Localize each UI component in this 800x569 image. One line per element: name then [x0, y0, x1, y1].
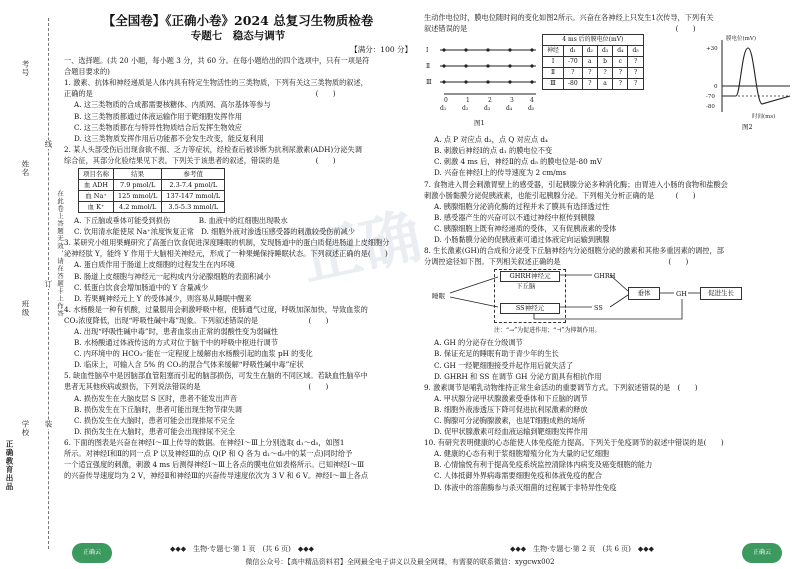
gh-regulation-diagram	[424, 267, 794, 337]
table-header-cell: d₄	[613, 46, 628, 57]
text-line: C. GH 一经靶细胞接受并起作用后就失活了	[434, 360, 574, 370]
svg-text:d₃: d₃	[484, 105, 491, 113]
text-line: D. 损伤发生在大脑时，患者可能会出现排尿不完全	[74, 426, 236, 436]
text-line: A. 蛋白质作用于肠道上皮细胞的过程发生在内环境	[74, 260, 235, 270]
text-line: D. 临床上，可输入含 5% 的 CO₂的混合气体来缓解“呼吸性碱中毒”症状	[74, 360, 304, 370]
banji-label: 班级	[21, 300, 30, 317]
text-line: A. 点 P 对应点 d₂，点 Q 对应点 d₄	[434, 135, 548, 145]
text-line: 8. 生长激素(GH)的合成和分泌受下丘脑神经内分泌细胞分泌的激素和其他多重因素的调控，部	[424, 246, 724, 256]
svg-text:Ⅲ: Ⅲ	[426, 79, 432, 87]
text-line: 5. 缺血性脑卒中是因脑部血管阻塞而引起的脑部损伤，可发生在脑的不同区域。若缺血性脑卒中	[64, 371, 368, 381]
text-line: 叙述错误的是 ( )	[424, 24, 696, 34]
text-line: C. 刺激 4 ms 后，神经Ⅱ的点 d₅ 的膜电位是-80 mV	[434, 157, 602, 167]
table-row	[543, 68, 644, 79]
fig2-y-axis: 膜电位(mV)	[726, 36, 756, 43]
table-cell: ?	[597, 68, 612, 79]
text-line: B. 心情愉悦有利于提高免疫系统监控清除体内病变及癌变细胞的能力	[434, 460, 653, 470]
table-row	[79, 202, 225, 213]
text-line: 正确的是 ( )	[64, 89, 336, 99]
text-line: C. 胸腺可分泌胸腺激素，也是T细胞成熟的场所	[434, 415, 586, 425]
ghrh-label: GHRH	[594, 272, 616, 281]
text-line: 1. 激素、抗体和神经递质是人体内具有特定生物活性的三类物质，下列有关这三类物质的叙述，	[64, 78, 368, 88]
text-line: 7. 食物进入胃会刺激胃壁上的感受器，引起胰腺分泌多种消化酶；由胃进入小肠的食物和盐酸会	[424, 179, 728, 189]
text-line: A. GH 的分泌存在分级调节	[434, 338, 523, 348]
table-cell: 3.5-5.3 mmol/L	[162, 202, 225, 213]
fig-table-title: 4 ms 后的膜电位(mV)	[543, 35, 644, 46]
svg-text:Ⅰ: Ⅰ	[426, 47, 429, 55]
svg-text:Ⅱ: Ⅱ	[426, 63, 431, 71]
text-line: A. 出现“呼吸性碱中毒”时，患者血浆由正常的弱酸性变为弱碱性	[74, 326, 278, 336]
footer-contact-bar: 微信公众号：【高中精品资料君】全网最全电子讲义以及最全网课，有需要的联系微信：xygcwx002	[245, 558, 555, 566]
growth-box: 促进生长	[700, 287, 742, 300]
table-cell: a	[582, 57, 597, 68]
svg-text:2: 2	[488, 97, 492, 105]
sleep-label: 睡眠	[432, 292, 445, 301]
table-header-cell: d₅	[628, 46, 643, 57]
left-question-block-2	[64, 215, 412, 481]
text-line: D. 这三类物质发挥作用后功能都不会发生改变，能反复利用	[74, 133, 264, 143]
fig2-x-axis: 时间(ms)	[752, 114, 776, 121]
binding-margin	[0, 0, 68, 569]
gh-label: GH	[676, 290, 687, 299]
text-line: 刺激小肠黏膜分泌促胰液素，也能引起胰腺分泌。下列相关分析正确的是 ( )	[424, 190, 696, 200]
table-cell: 125 mmol/L	[114, 191, 162, 202]
table-row	[79, 191, 225, 202]
watermark: 正确	[295, 201, 428, 295]
svg-text:d₄: d₄	[506, 105, 513, 113]
ding-mark: 订	[44, 280, 53, 289]
table-header-cell: 参考值	[162, 169, 225, 180]
text-line: C. 损伤发生在大脑时，患者可能会出现排尿不完全	[74, 415, 235, 425]
text-line: A. 这三类物质的合成都需要核糖体、内质网、高尔基体等参与	[74, 100, 271, 110]
text-line: 合题目要求的)	[64, 67, 110, 77]
table-cell: Ⅱ	[543, 68, 564, 79]
text-line: D. 体液中的溶菌酶参与杀灭细菌的过程属于非特异性免疫	[434, 482, 617, 492]
membrane-potential-table	[542, 34, 644, 90]
text-line: A. 胰腺细胞分泌消化酶的过程并未了膜具有选择透过性	[434, 201, 610, 211]
ss-label: SS	[594, 304, 603, 313]
tick-0: 0	[714, 84, 718, 91]
text-line: A. 健康的心态有利于浆细胞增殖分化为大量的记忆细胞	[434, 449, 610, 459]
text-line: 一个适宜强度的刺激，刺激 4 ms 后测得神经Ⅰ～Ⅲ上各点的膜电位如表格所示。已知神经Ⅰ～Ⅲ	[64, 460, 365, 470]
text-line: 泌神经肽 Y，能终 Y 作用于大脑相关神经元，形成了一种果蝇保持睡眠状态。下列叙述正确的是( )	[64, 249, 388, 259]
text-line: B. 细胞外液渗透压下降可促进抗利尿激素的释放	[434, 404, 588, 414]
figure-area	[424, 34, 794, 134]
right-question-block-3	[424, 337, 794, 492]
left-logo: 正确云	[72, 543, 112, 563]
text-line: B. 这三类物质都通过体液运输作用于靶细胞发挥作用	[74, 111, 242, 121]
text-line: 4. 水杨酸是一种有机酸，过量服用会刺激呼吸中枢，使肺通气过度，呼吸加深加快，导致血浆的	[64, 304, 368, 314]
zhuang-mark: 装	[44, 420, 53, 429]
text-line: A. 甲状腺分泌甲状腺激素受垂体和下丘脑的调节	[434, 393, 588, 403]
diagram-legend: 注：“→”为促进作用；“⊣”为抑制作用。	[494, 327, 601, 335]
table-header-cell: d₃	[597, 46, 612, 57]
text-line: B. 保证充足的睡眠有助于青少年的生长	[434, 349, 559, 359]
right-column	[424, 12, 794, 493]
table-cell: 4.2 mmol/L	[114, 202, 162, 213]
table-row	[543, 79, 644, 90]
publisher-label: 正确教育出品	[5, 440, 14, 491]
table-cell: 137-147 mmol/L	[162, 191, 225, 202]
kaohao-label: 考号	[21, 60, 30, 77]
table-cell: 2.3-7.4 pmol/L	[162, 180, 225, 191]
diagram-arrows	[424, 267, 754, 327]
text-line: 9. 激素调节是哺乳动物维持正常生命活动的重要调节方式。下列叙述错误的是 ( )	[424, 382, 698, 392]
table-cell: -70	[564, 57, 583, 68]
text-line: C. 内环境中的 HCO₃⁻能在一定程度上缓解由水杨酸引起的血浆 pH 的变化	[74, 349, 313, 359]
svg-text:1: 1	[466, 97, 470, 105]
left-column	[64, 12, 412, 481]
table-cell: 血 K⁺	[79, 202, 114, 213]
text-line: 生动作电位时，膜电位随时间的变化如图2所示。兴奋在各神经上只发生1次传导，下列有关	[424, 13, 714, 22]
text-line: 3. 某研究小组用果蝇研究了高蛋白饮食促进深度睡眠的机制，发现肠道中的蛋白质促进肠道上皮细胞分	[64, 238, 390, 248]
left-question-block-1	[64, 55, 412, 166]
text-line: 的兴奋传导速度均为 2 V，神经Ⅱ和神经Ⅲ的兴奋传导速度依次为 3 V 和 6 V。神经Ⅰ～Ⅲ上各点	[64, 471, 369, 481]
margin-notice: 在此卷上答题无效，请在答题卡上作答	[56, 190, 64, 318]
right-logo: 正确云	[742, 543, 782, 563]
table-row	[543, 57, 644, 68]
table-header-cell: 结果	[114, 169, 162, 180]
hypothalamus-label: 下丘脑	[516, 282, 536, 291]
text-line: C. 低蛋白饮食会增加肠道中的 Y 含量减少	[74, 282, 209, 292]
svg-text:d₂: d₂	[462, 105, 469, 113]
exam-subtitle: 专题七 稳态与调节	[190, 30, 286, 42]
table-cell: Ⅲ	[543, 79, 564, 90]
table-row	[79, 180, 225, 191]
ghrh-neuron-box: GHRH神经元	[500, 271, 560, 282]
xian-mark: 线	[44, 140, 53, 149]
tick-minus80: -80	[706, 104, 715, 111]
text-line: B. 刺激后神经Ⅰ的点 d₁ 的膜电位不变	[434, 146, 553, 156]
table-cell: 血 ADH	[79, 180, 114, 191]
text-line: 综合征，其部分化验结果见下表。下列关于该患者的叙述，错误的是 ( )	[64, 155, 336, 165]
text-line: CO₂浓度降低，出现“呼吸性碱中毒”现象。下列叙述错误的是 ( )	[64, 315, 329, 325]
table-header-cell: d₁	[564, 46, 583, 57]
table-cell: ?	[613, 79, 628, 90]
tick-plus30: +30	[706, 46, 718, 53]
text-line: 一、选择题。(共 20 小题，每小题 3 分，共 60 分。在每小题给出的四个选项中，只有一项是符	[64, 56, 370, 66]
svg-text:4: 4	[530, 97, 534, 105]
table-cell: b	[597, 57, 612, 68]
svg-text:d₅: d₅	[528, 105, 535, 113]
table-header-cell: 神经	[543, 46, 564, 57]
right-question-block-2	[424, 134, 794, 267]
text-line: D. 促甲状腺激素可经血液运输到靶细胞发挥作用	[434, 427, 588, 437]
table-cell: a	[597, 79, 612, 90]
lab-result-table	[78, 168, 225, 213]
table-cell: ?	[628, 57, 643, 68]
svg-text:3: 3	[510, 97, 514, 105]
table-cell: ?	[582, 79, 597, 90]
table-header-cell: 项目名称	[79, 169, 114, 180]
text-line: A. 下丘脑或垂体可能受到损伤 B. 血液中的红细胞出现吸水	[74, 216, 288, 226]
total-score: 【满分：100 分】	[350, 45, 412, 54]
action-potential-chart	[706, 34, 792, 120]
text-line: 10. 有研究表明健康的心态能使人体免疫能力提高。下列关于免疫调节的叙述中错误的是( )	[424, 438, 724, 448]
table-cell: ?	[628, 68, 643, 79]
table-cell: c	[613, 57, 628, 68]
text-line: A. 损伤发生在大脑皮层 S 区时，患者不能发出声音	[74, 393, 238, 403]
table-cell: Ⅰ	[543, 57, 564, 68]
table-cell: -80	[564, 79, 583, 90]
nerve-diagram	[424, 38, 544, 118]
fig2-caption: 图2	[742, 123, 753, 132]
text-line: D. GHRH 和 SS 在调节 GH 分泌方面具有相抗作用	[434, 371, 602, 381]
pituitary-box: 垂体	[628, 287, 660, 300]
ss-neuron-box: SS神经元	[500, 303, 560, 314]
text-line: 患者无其他疾病或损伤，下列说法错误的是 ( )	[64, 382, 329, 392]
text-line: C. 这三类物质都在与特异性物质结合后发挥生物效应	[74, 122, 242, 132]
table-cell: ?	[628, 79, 643, 90]
text-line: B. 水杨酸通过体液传送的方式对位于脑干中的呼吸中枢进行调节	[74, 338, 278, 348]
right-page-number: ◆◆◆ 生物·专题七·第 2 页 (共 6 页) ◆◆◆	[510, 545, 655, 553]
text-line: C. 饮用清水能使尿 Na⁺浓度恢复正常 D. 细胞外液对渗透压感受器的刺激较受伤前减少	[74, 227, 355, 237]
text-line: D. 若果蝇神经元上 Y 的受体减少，则容易从睡眠中醒来	[74, 293, 252, 303]
fig1-caption: 图1	[474, 119, 485, 128]
text-line: C. 胰腺细胞上既有神经递质的受体，又有促胰液素的受体	[434, 223, 617, 233]
table-cell: ?	[564, 68, 583, 79]
left-page-number: ◆◆◆ 生物·专题七·第 1 页 (共 6 页) ◆◆◆	[170, 545, 315, 553]
right-question-block-1	[424, 12, 794, 34]
table-cell: 血 Na⁺	[79, 191, 114, 202]
xingming-label: 姓名	[21, 160, 30, 177]
text-line: 2. 某人头部受伤后出现食欲不振、乏力等症状，经检查后被诊断为抗利尿激素(ADH)分泌失调	[64, 144, 362, 154]
exam-title: 【全国卷】《正确小卷》2024 总复习生物质检卷	[102, 13, 374, 28]
table-cell: ?	[582, 68, 597, 79]
svg-text:d₁: d₁	[440, 105, 447, 113]
text-line: B. 肠道上皮细胞与神经元一起构成内分泌腺细胞的表面积减小	[74, 271, 271, 281]
text-line: B. 感受器产生的兴奋可以不通过神经中枢传到胰腺	[434, 212, 595, 222]
svg-text:0: 0	[444, 97, 448, 105]
tick-minus70: -70	[706, 94, 715, 101]
table-cell: 7.9 pmol/L	[114, 180, 162, 191]
text-line: 分调控途径如下图。下列相关叙述正确的是 ( )	[424, 257, 689, 267]
xuexiao-label: 学校	[21, 420, 30, 437]
table-header-cell: d₂	[582, 46, 597, 57]
text-line: D. 小肠黏膜分泌的促胰液素可通过体液定向运输到胰腺	[434, 235, 610, 245]
text-line: D. 兴奋在神经Ⅰ上的传导速度为 2 cm/ms	[434, 168, 567, 178]
table-cell: ?	[613, 68, 628, 79]
text-line: 6. 下面的图表是兴奋在神经Ⅰ～Ⅲ上传导的数据。在神经Ⅰ～Ⅲ上分别选取 d₁～d₅，如图1	[64, 437, 345, 447]
text-line: C. 人体抵御外界病毒需要细胞免疫和体液免疫的配合	[434, 471, 602, 481]
text-line: B. 损伤发生在下丘脑时，患者可能出现生物节律失调	[74, 404, 242, 414]
text-line: 所示。对神经Ⅰ和Ⅱ的同一点 P 以及神经Ⅲ的点 Q(P 和 Q 各为 d₁～d₅中的某一点)同时给予	[64, 449, 353, 458]
